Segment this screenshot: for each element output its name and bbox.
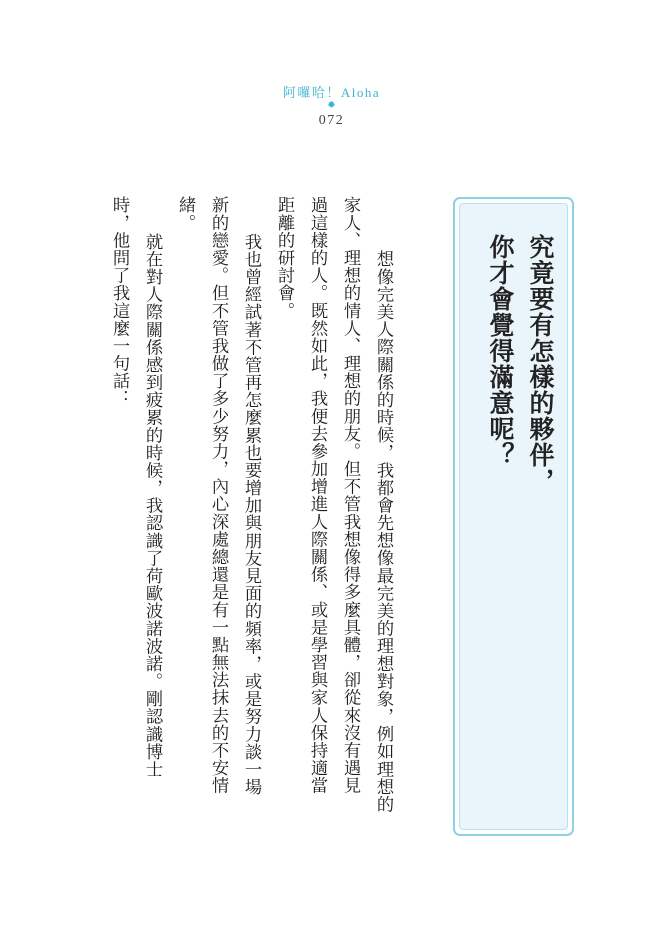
book-title: 阿囉哈！Aloha (282, 85, 381, 100)
body-column-8: 就在對人際關係感到疲累的時候，我認識了荷歐波諾波諾。剛認識博士 (142, 215, 162, 778)
page-header (0, 84, 663, 130)
body-column-3: 過這樣的人。既然如此，我便去參加增進人際關係、或是學習與家人保持適當 (307, 196, 327, 795)
question-line-2: 你才會覺得滿意呢？ (486, 234, 515, 468)
question-line-1: 究竟要有怎樣的夥伴， (526, 234, 555, 494)
question-callout-inner (459, 203, 568, 830)
body-column-9: 時，他問了我這麼一句話： (109, 196, 129, 408)
body-column-7: 緒。 (175, 196, 195, 232)
page-number: 072 (318, 113, 345, 128)
body-column-5: 我也曾經試著不管再怎麼累也要增加與朋友見面的頻率，或是努力談一場 (241, 215, 261, 796)
body-column-6: 新的戀愛。但不管我做了多少努力，內心深處總還是有一點無法抹去的不安情 (208, 196, 228, 795)
body-column-1: 想像完美人際關係的時候，我都會先想像最完美的理想對象，例如理想的 (373, 250, 393, 813)
sun-ornament-icon: ✹ (327, 100, 336, 111)
body-column-2: 家人、理想的情人、理想的朋友。但不管我想像得多麼具體，卻從來沒有遇見 (340, 196, 360, 795)
body-column-4: 距離的研討會。 (274, 196, 294, 320)
question-callout-box (453, 197, 574, 836)
